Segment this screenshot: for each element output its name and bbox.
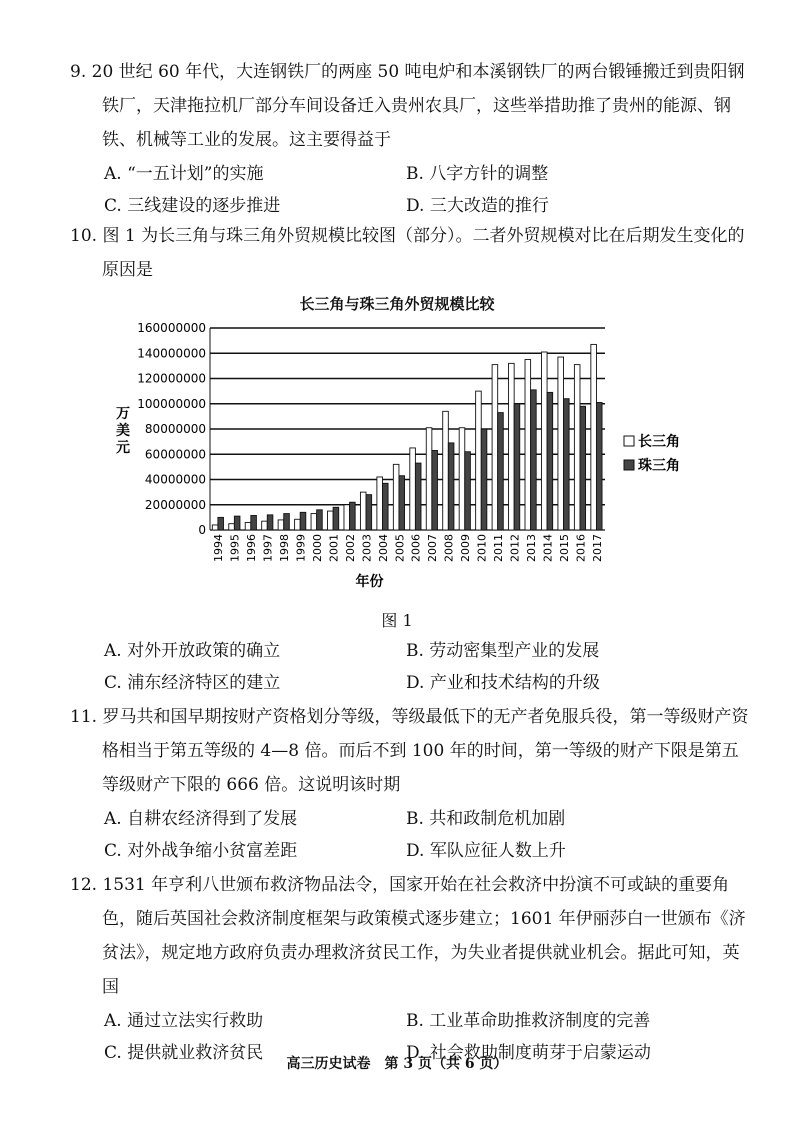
x-tick-label: 2003	[360, 534, 374, 562]
question-11	[70, 700, 750, 866]
x-tick-label: 1999	[294, 534, 308, 562]
bar-yangtze	[377, 477, 383, 530]
question-11-option-a: A. 自耕农经济得到了发展	[104, 809, 298, 829]
question-10-options-row1	[70, 634, 750, 666]
x-tick-label: 1994	[212, 534, 226, 562]
y-tick-label: 120000000	[137, 371, 206, 386]
question-10-option-b: B. 劳动密集型产业的发展	[406, 641, 600, 661]
y-axis-label-char: 万	[116, 406, 130, 422]
bar-pearl	[317, 510, 323, 530]
y-axis-label-char: 元	[116, 440, 130, 456]
question-10-options	[70, 634, 750, 698]
question-10-option-a: A. 对外开放政策的确立	[104, 641, 281, 661]
trade-comparison-chart	[110, 315, 680, 590]
bar-pearl	[218, 517, 224, 530]
x-tick-label: 2002	[343, 534, 357, 562]
question-10	[70, 219, 750, 287]
question-9-option-d: D. 三大改造的推行	[406, 196, 549, 216]
bar-yangtze	[492, 365, 498, 530]
x-tick-label: 2015	[557, 534, 571, 562]
legend-swatch	[624, 436, 634, 446]
bar-pearl	[448, 443, 454, 530]
x-tick-label: 2013	[524, 534, 538, 562]
bar-yangtze	[509, 363, 515, 530]
bar-yangtze	[311, 514, 317, 530]
question-10-stem: 10. 图 1 为长三角与珠三角外贸规模比较图（部分）。二者外贸规模对比在后期发生变化的原因是	[70, 226, 745, 280]
bar-pearl	[564, 399, 570, 530]
x-tick-label: 2014	[541, 534, 555, 562]
bar-yangtze	[525, 360, 531, 530]
question-10-options-row2	[70, 666, 750, 698]
bar-pearl	[415, 463, 421, 530]
bar-yangtze	[344, 505, 350, 530]
bar-yangtze	[278, 520, 284, 530]
y-tick-label: 0	[198, 523, 206, 537]
question-12-options-row1	[70, 1004, 750, 1036]
question-10-option-c: C. 浦东经济特区的建立	[104, 673, 281, 693]
bar-pearl	[366, 495, 372, 530]
question-11-option-b: B. 共和政制危机加剧	[406, 809, 566, 829]
question-11-option-d: D. 军队应征人数上升	[406, 841, 566, 861]
bar-pearl	[399, 476, 405, 530]
x-tick-label: 1997	[261, 534, 275, 562]
question-12-option-d: D. 社会救助制度萌芽于启蒙运动	[406, 1043, 651, 1063]
bar-pearl	[234, 516, 240, 530]
question-9-options-row1	[70, 157, 750, 189]
bar-yangtze	[393, 464, 399, 530]
bar-pearl	[547, 392, 553, 530]
bar-pearl	[350, 502, 356, 530]
y-axis-label-char: 美	[116, 423, 130, 439]
bar-pearl	[333, 507, 339, 530]
legend-label: 长三角	[638, 434, 680, 450]
bar-pearl	[300, 512, 306, 530]
question-9-option-b: B. 八字方针的调整	[406, 164, 549, 184]
bar-pearl	[432, 450, 438, 530]
bar-pearl	[284, 514, 290, 530]
x-tick-label: 2007	[426, 534, 440, 562]
question-12	[70, 868, 750, 1068]
bar-yangtze	[212, 525, 218, 530]
y-tick-label: 160000000	[137, 321, 206, 335]
bar-pearl	[251, 515, 257, 530]
question-11-options-row2	[70, 834, 750, 866]
question-11-options-row1	[70, 802, 750, 834]
bar-yangtze	[229, 524, 235, 530]
x-tick-label: 2001	[327, 534, 341, 562]
bar-yangtze	[360, 492, 366, 530]
bar-pearl	[596, 402, 602, 530]
bar-pearl	[481, 429, 487, 530]
x-tick-label: 2016	[574, 534, 588, 562]
bar-yangtze	[426, 428, 432, 530]
bar-pearl	[267, 515, 273, 530]
bar-yangtze	[443, 411, 449, 530]
x-tick-label: 1996	[245, 534, 259, 562]
y-tick-label: 60000000	[144, 447, 206, 462]
bar-pearl	[465, 452, 471, 530]
figure-caption: 图 1	[381, 611, 413, 630]
chart-title: 长三角与珠三角外贸规模比较	[299, 295, 495, 313]
bar-yangtze	[262, 521, 268, 530]
legend-swatch	[624, 460, 634, 470]
bar-yangtze	[541, 352, 547, 530]
question-11-stem: 11. 罗马共和国早期按财产资格划分等级，等级最低下的无产者免服兵役，第一等级财产资格相当于第五等级的 4—8 倍。而后不到 100 年的时间，第一等级的财产下限是第五等级财产下限的 666 倍。这说明该时期	[70, 707, 749, 795]
question-9	[70, 55, 750, 221]
bar-yangtze	[574, 365, 580, 530]
y-tick-label: 80000000	[144, 422, 206, 436]
x-tick-label: 2006	[409, 534, 423, 562]
bar-yangtze	[245, 522, 251, 530]
question-9-stem: 9. 20 世纪 60 年代，大连钢铁厂的两座 50 吨电炉和本溪钢铁厂的两台锻锤搬迁到贵阳钢铁厂，天津拖拉机厂部分车间设备迁入贵州农具厂，这些举措助推了贵州的能源、钢铁、机械等工业的发展。这主要得益于	[70, 62, 745, 150]
x-tick-label: 1995	[228, 534, 242, 562]
bar-pearl	[531, 390, 537, 530]
question-10-option-d: D. 产业和技术结构的升级	[406, 673, 600, 693]
question-12-option-c: C. 提供就业救济贫民	[104, 1043, 264, 1063]
bar-yangtze	[328, 511, 334, 530]
bar-yangtze	[476, 391, 482, 530]
bar-pearl	[498, 413, 504, 530]
x-tick-label: 2004	[376, 534, 390, 562]
question-9-option-a: A. “一五计划”的实施	[104, 164, 264, 184]
y-tick-label: 140000000	[137, 346, 206, 361]
question-11-option-c: C. 对外战争缩小贫富差距	[104, 841, 298, 861]
x-tick-label: 1998	[278, 534, 292, 562]
y-tick-label: 40000000	[144, 472, 206, 487]
bar-yangtze	[459, 428, 465, 530]
bar-pearl	[580, 406, 586, 530]
bar-yangtze	[295, 519, 301, 530]
bar-yangtze	[591, 344, 597, 530]
y-tick-label: 100000000	[137, 396, 206, 411]
x-tick-label: 2000	[310, 534, 324, 562]
x-tick-label: 2009	[459, 534, 473, 562]
x-axis-label: 年份	[355, 574, 384, 590]
bar-pearl	[514, 404, 520, 530]
x-tick-label: 2008	[442, 534, 456, 562]
y-tick-label: 20000000	[144, 497, 206, 512]
x-tick-label: 2017	[590, 534, 604, 562]
x-tick-label: 2011	[492, 534, 506, 562]
bar-yangtze	[558, 357, 564, 530]
bar-yangtze	[410, 448, 416, 530]
question-9-options-row2	[70, 189, 750, 221]
page-footer: 高三历史试卷 第 3 页（共 6 页）	[286, 1056, 508, 1072]
bar-pearl	[382, 483, 388, 530]
x-tick-label: 2005	[393, 534, 407, 562]
question-12-option-a: A. 通过立法实行救助	[104, 1011, 264, 1031]
x-tick-label: 2010	[475, 534, 489, 562]
question-9-option-c: C. 三线建设的逐步推进	[104, 196, 281, 216]
x-tick-label: 2012	[508, 534, 522, 562]
question-12-stem: 12. 1531 年亨利八世颁布救济物品法令，国家开始在社会救济中扮演不可或缺的重要角色，随后英国社会救济制度框架与政策模式逐步建立；1601 年伊丽莎白一世颁布《济贫法》，规定地方政府负责办理救济贫民工作，为失业者提供就业机会。据此可知，英国	[70, 875, 746, 997]
legend-label: 珠三角	[638, 458, 680, 474]
question-12-option-b: B. 工业革命助推救济制度的完善	[406, 1011, 651, 1031]
